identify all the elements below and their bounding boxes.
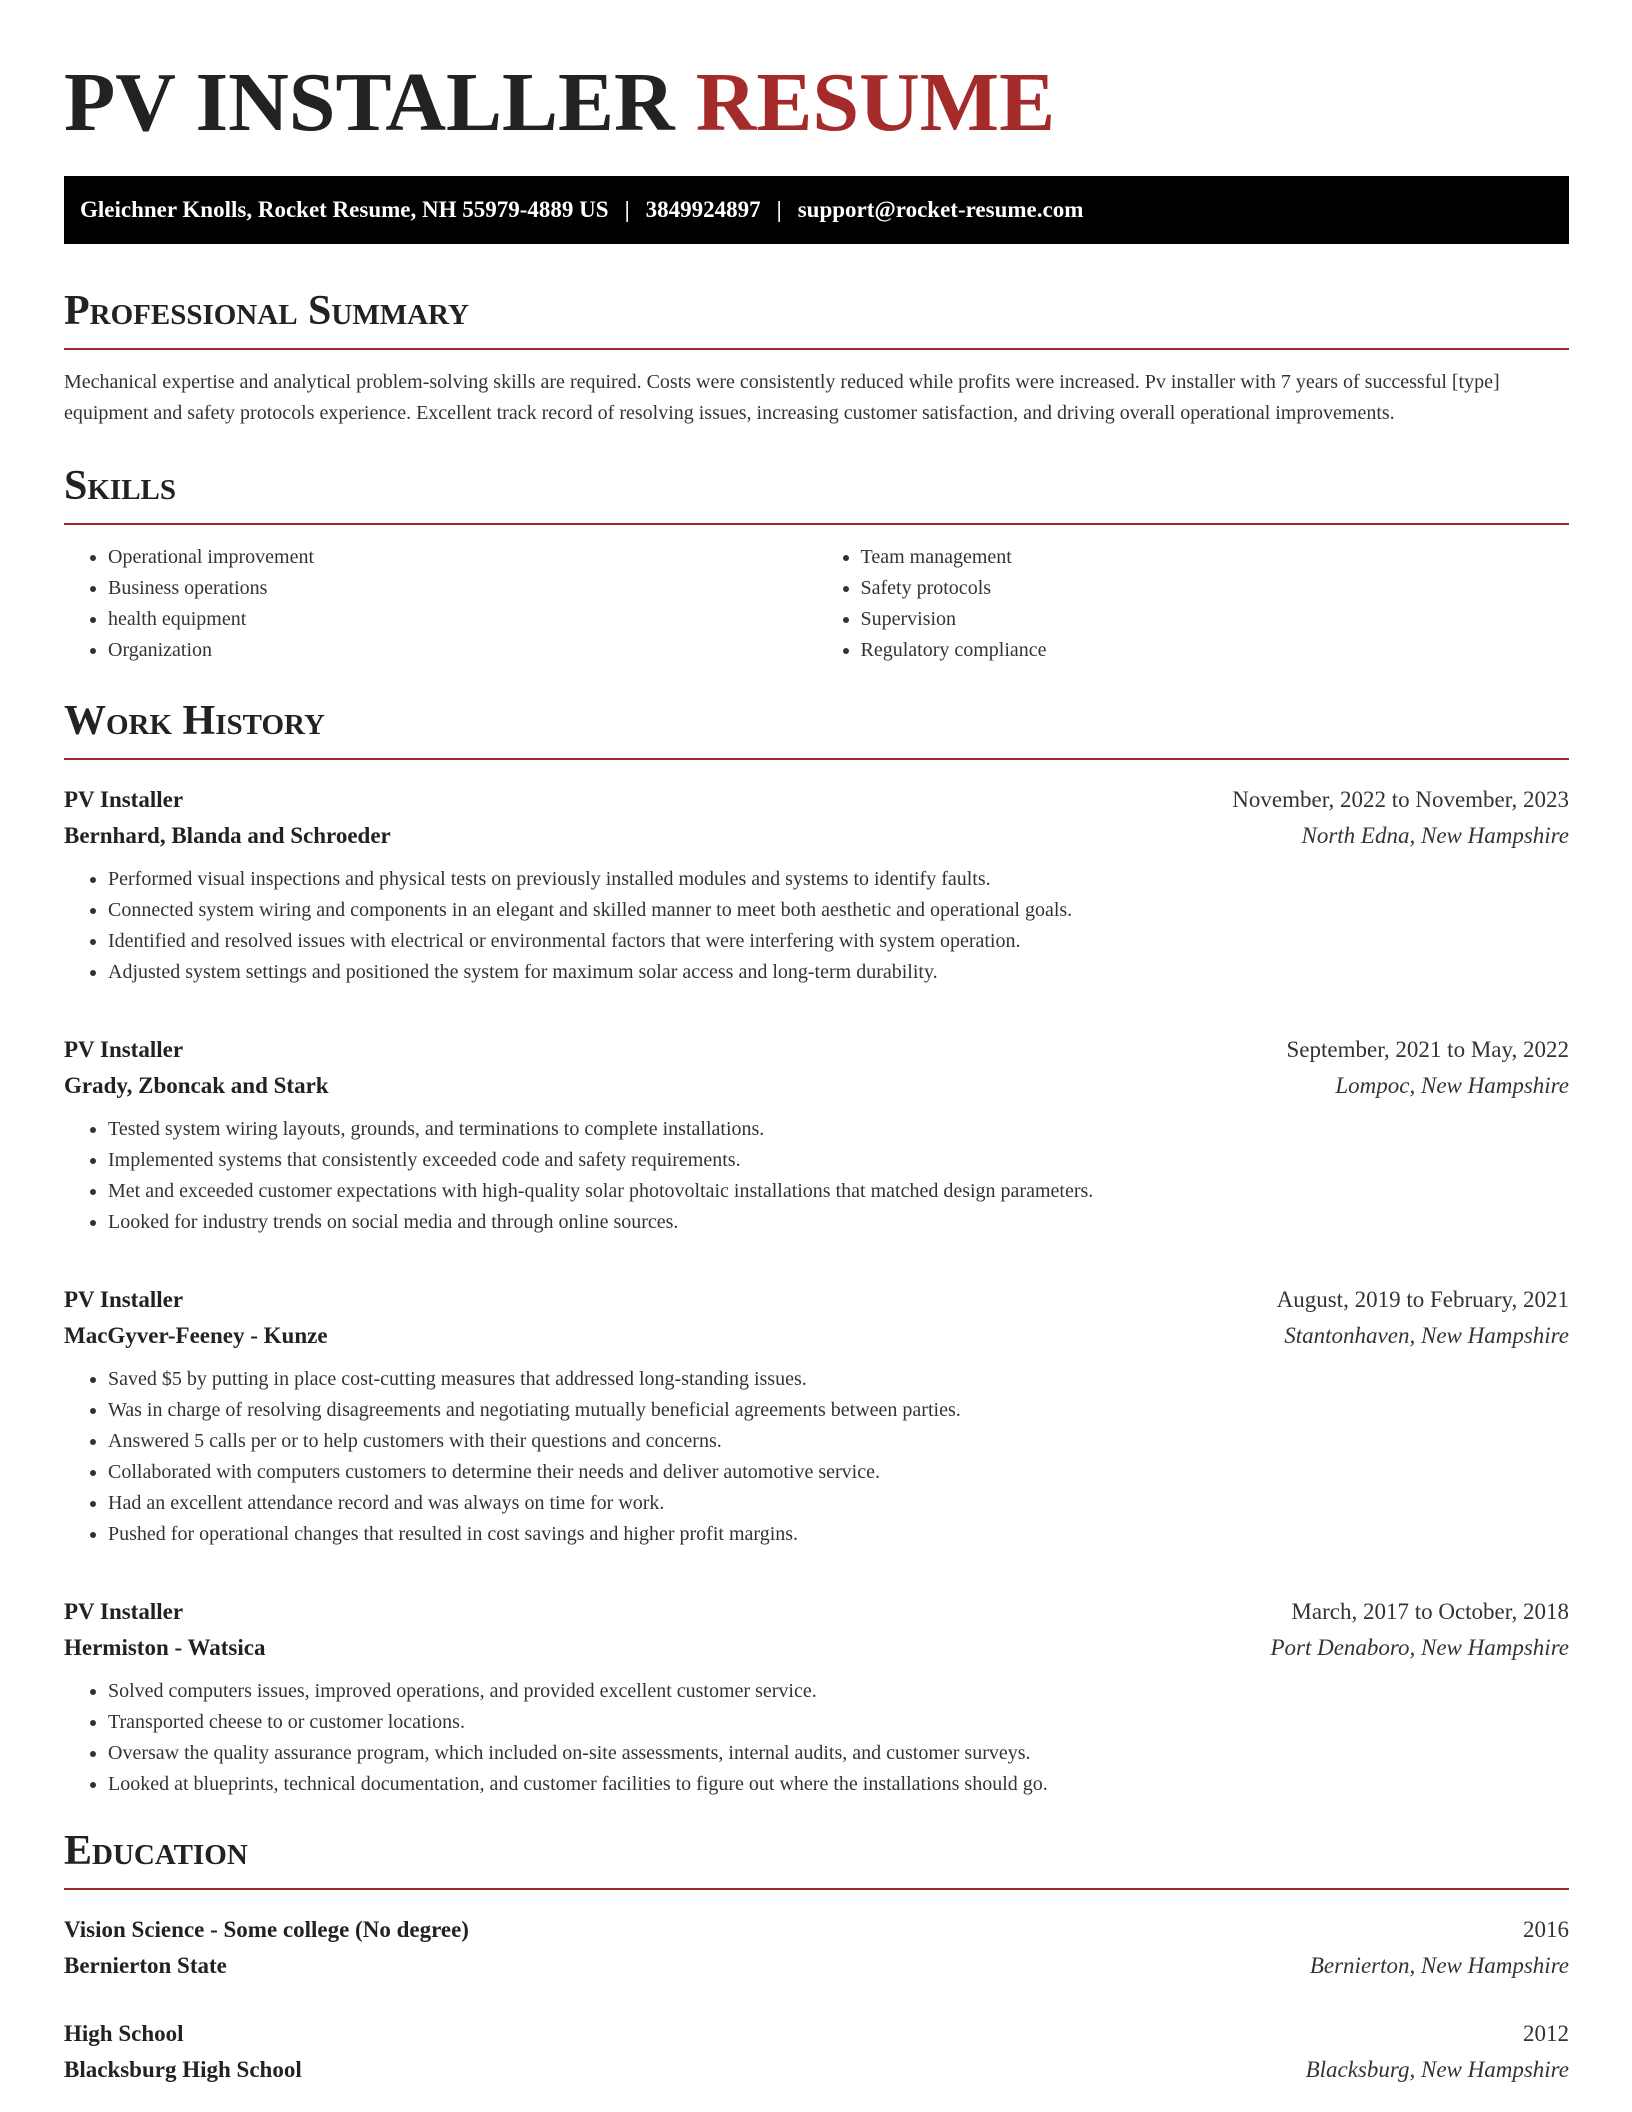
education-school: Blacksburg High School [64, 2057, 302, 2082]
job-company-row [64, 818, 1569, 854]
education-degree-row [64, 1912, 1569, 1948]
job-bullet: • Collaborated with computers customers to determine their needs and deliver automotive service. [108, 1457, 1569, 1488]
skill-item: • Supervision [861, 604, 1570, 635]
contact-separator: | [776, 197, 782, 222]
job-bullet: • Oversaw the quality assurance program, which included on-site assessments, internal audits, and customer surveys. [108, 1738, 1569, 1769]
skill-item: • Team management [861, 542, 1570, 573]
contact-phone: 3849924897 [645, 197, 761, 222]
resume-title [64, 58, 1569, 148]
job-company-row [64, 1630, 1569, 1666]
job-title: PV Installer [64, 1599, 184, 1624]
skill-item: • health equipment [108, 604, 817, 635]
job-entry [64, 1282, 1569, 1550]
skill-item: • Operational improvement [108, 542, 817, 573]
job-bullet: • Adjusted system settings and positioned the system for maximum solar access and long-term durability. [108, 957, 1569, 988]
job-location: Port Denaboro, New Hampshire [1270, 1635, 1569, 1660]
title-accent: RESUME [695, 56, 1056, 149]
job-entry [64, 1032, 1569, 1238]
job-bullet: • Had an excellent attendance record and was always on time for work. [108, 1488, 1569, 1519]
job-bullets [64, 864, 1569, 988]
job-location: Lompoc, New Hampshire [1335, 1073, 1569, 1098]
job-bullet: • Transported cheese to or customer locations. [108, 1707, 1569, 1738]
job-entry [64, 1594, 1569, 1800]
job-header-row [64, 782, 1569, 818]
skills-column-right [817, 542, 1570, 666]
job-company: Bernhard, Blanda and Schroeder [64, 823, 391, 848]
resume-page [64, 0, 1569, 2088]
job-bullet: • Was in charge of resolving disagreements and negotiating mutually beneficial agreements between parties. [108, 1395, 1569, 1426]
skills-column-left [64, 542, 817, 666]
job-company-row [64, 1068, 1569, 1104]
education-year: 2012 [1523, 2021, 1569, 2046]
job-bullets [64, 1676, 1569, 1800]
job-company: MacGyver-Feeney - Kunze [64, 1323, 328, 1348]
skill-item: • Organization [108, 635, 817, 666]
job-bullet: • Performed visual inspections and physical tests on previously installed modules and systems to identify faults. [108, 864, 1569, 895]
job-title: PV Installer [64, 1287, 184, 1312]
job-header-row [64, 1282, 1569, 1318]
section-heading-education: Education [64, 1826, 1569, 1890]
job-bullet: • Implemented systems that consistently exceeded code and safety requirements. [108, 1145, 1569, 1176]
contact-email: support@rocket-resume.com [797, 197, 1084, 222]
education-school: Bernierton State [64, 1953, 227, 1978]
summary-text: Mechanical expertise and analytical problem-solving skills are required. Costs were consistently reduced while profits were increased. Pv installer with 7 years of successful [type] equipment and safety protocols experience. Excellent track record of resolving issues, increasing customer satisfaction, and driving overall operational improvements. [64, 371, 1500, 424]
job-company: Grady, Zboncak and Stark [64, 1073, 329, 1098]
job-company: Hermiston - Watsica [64, 1635, 266, 1660]
section-heading-summary: Professional Summary [64, 286, 1569, 350]
education-location: Bernierton, New Hampshire [1309, 1953, 1569, 1978]
skills-grid [64, 542, 1569, 666]
job-dates: August, 2019 to February, 2021 [1276, 1287, 1569, 1312]
job-location: North Edna, New Hampshire [1301, 823, 1569, 848]
job-bullets [64, 1114, 1569, 1238]
job-header-row [64, 1032, 1569, 1068]
job-location: Stantonhaven, New Hampshire [1284, 1323, 1569, 1348]
job-bullet: • Pushed for operational changes that resulted in cost savings and higher profit margins. [108, 1519, 1569, 1550]
job-header-row [64, 1594, 1569, 1630]
job-bullets [64, 1364, 1569, 1550]
education-school-row [64, 1948, 1569, 1984]
job-title: PV Installer [64, 787, 184, 812]
skill-item: • Business operations [108, 573, 817, 604]
job-company-row [64, 1318, 1569, 1354]
education-location: Blacksburg, New Hampshire [1305, 2057, 1569, 2082]
job-bullet: • Tested system wiring layouts, grounds, and terminations to complete installations. [108, 1114, 1569, 1145]
job-bullet: • Saved $5 by putting in place cost-cutting measures that addressed long-standing issues. [108, 1364, 1569, 1395]
job-dates: March, 2017 to October, 2018 [1291, 1599, 1569, 1624]
job-bullet: • Met and exceeded customer expectations with high-quality solar photovoltaic installations that matched design parameters. [108, 1176, 1569, 1207]
education-degree: Vision Science - Some college (No degree) [64, 1917, 469, 1942]
skill-item: • Safety protocols [861, 573, 1570, 604]
section-heading-work: Work History [64, 696, 1569, 760]
contact-bar [64, 176, 1569, 244]
job-bullet: • Connected system wiring and components in an elegant and skilled manner to meet both aesthetic and operational goals. [108, 895, 1569, 926]
education-entry [64, 1912, 1569, 1984]
job-bullet: • Answered 5 calls per or to help customers with their questions and concerns. [108, 1426, 1569, 1457]
job-title: PV Installer [64, 1037, 184, 1062]
job-dates: September, 2021 to May, 2022 [1286, 1037, 1569, 1062]
job-bullet: • Looked for industry trends on social media and through online sources. [108, 1207, 1569, 1238]
education-degree: High School [64, 2021, 184, 2046]
job-dates: November, 2022 to November, 2023 [1232, 787, 1569, 812]
job-bullet: • Solved computers issues, improved operations, and provided excellent customer service. [108, 1676, 1569, 1707]
education-school-row [64, 2052, 1569, 2088]
education-degree-row [64, 2016, 1569, 2052]
skill-item: • Regulatory compliance [861, 635, 1570, 666]
job-entry [64, 782, 1569, 988]
education-entry [64, 2016, 1569, 2088]
contact-separator: | [624, 197, 630, 222]
education-year: 2016 [1523, 1917, 1569, 1942]
contact-address: Gleichner Knolls, Rocket Resume, NH 55979-4889 US [80, 197, 609, 222]
job-bullet: • Identified and resolved issues with electrical or environmental factors that were interfering with system operation. [108, 926, 1569, 957]
job-bullet: • Looked at blueprints, technical documentation, and customer facilities to figure out where the installations should go. [108, 1769, 1569, 1800]
title-main: PV INSTALLER [64, 56, 675, 149]
section-heading-skills: Skills [64, 461, 1569, 525]
